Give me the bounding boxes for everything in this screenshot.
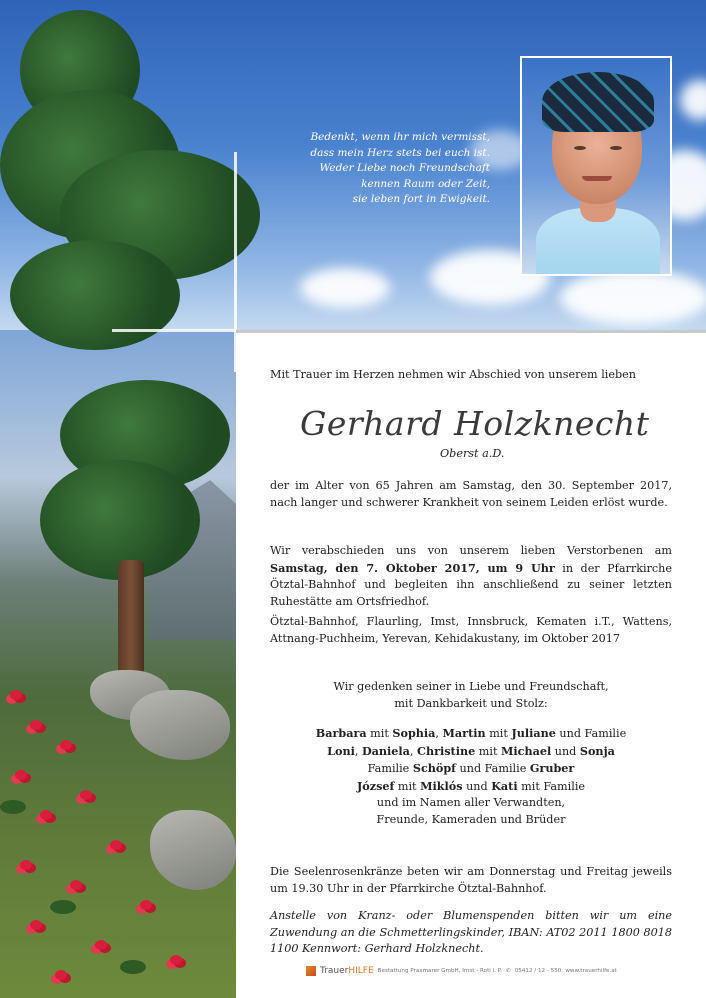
flower [55,970,67,980]
mourner-joiner: und Familie [555,727,627,740]
footer-phone: 05412 / 12 - 550 [514,968,562,974]
intro-text: Mit Trauer im Herzen nehmen wir Abschied von unserem lieben [270,368,636,381]
trauerhilfe-logo-icon [306,966,316,976]
mourner-name: Loni [327,743,355,758]
funeral-text: in der Pfarrkirche Ötztal-Bahnhof und begleiten ihn anschließend zu seiner letzten Ruhestätte am Ortsfriedhof. [270,561,672,608]
flower [140,900,152,910]
mourner-name: József [356,778,395,793]
flower [80,790,92,800]
mourner-joiner: mit [475,744,501,758]
mourners-line: Freunde, Kameraden und Brüder [376,812,566,826]
portrait-eye [574,146,586,150]
rosary-paragraph: Die Seelenrosenkränze beten wir am Donnerstag und Freitag jeweils um 19.30 Uhr in der Pfarrkirche Ötztal-Bahnhof. [270,865,672,895]
donation-paragraph: Anstelle von Kranz- oder Blumenspenden bitten wir um eine Zuwendung an die Schmetterlingskinder, IBAN: AT02 2011 1800 8018 1100 Kennwort: Gerhard Holzknecht. [270,909,672,955]
deceased-name: Gerhard Holzknecht [300,404,650,443]
mourner-name: Martin [442,726,486,740]
death-paragraph: der im Alter von 65 Jahren am Samstag, den 30. September 2017, nach langer und schwerer Krankheit von seinem Leiden erlöst wurde. [270,479,672,509]
flower [70,880,82,890]
remembrance [270,679,672,712]
logo-part: HILFE [348,966,374,976]
flower [110,840,122,850]
logo-part: Trauer [320,966,349,976]
flower [40,810,52,820]
mourner-joiner: , [409,744,418,758]
mourner-name: Gruber [529,761,575,775]
cloud [300,268,390,308]
mourners-list [270,725,672,828]
poem-line: Weder Liebe noch Freundschaft [319,162,490,174]
mourner-name: Barbara [315,726,367,740]
poem-line: dass mein Herz stets bei euch ist. [310,146,490,159]
mourner-joiner: mit [366,727,393,740]
flower [15,770,27,780]
mourner-name: Kati [491,778,518,793]
remembrance-line: Wir gedenken seiner in Liebe und Freundschaft, [333,680,609,693]
phone-icon: ✆ [506,968,511,974]
deceased-title: Oberst a.D. [440,447,505,460]
mourners-line [270,725,672,743]
leaf [50,900,76,914]
tree-trunk [118,560,144,680]
leaf [0,800,26,814]
portrait-bandana [542,72,654,132]
footer-company: Bestattung Praxmarer GmbH, Imst - Roti i. P. [377,968,503,974]
flower [30,720,42,730]
mourner-joiner: und [462,779,492,793]
funeral-text: Wir verabschieden uns von unserem lieben Verstorbenen am [270,544,672,557]
mourners-line [270,760,672,778]
flower [20,860,32,870]
mourner-joiner: und [551,744,580,758]
poem-line: sie leben fort in Ewigkeit. [352,193,490,205]
flower [95,940,107,950]
mourner-name: Schöpf [412,761,456,775]
mourners-line: und im Namen aller Verwandten, [376,796,566,809]
cloud [560,270,706,325]
flower [60,740,72,750]
flower [170,955,182,965]
mourner-name: Michael [501,743,552,758]
portrait-mouth [582,176,612,181]
mourner-name: Miklós [420,778,463,793]
mourner-joiner: und Familie [456,762,530,775]
panel-divider [236,330,706,333]
mourner-joiner: Familie [367,762,413,775]
remembrance-line: mit Dankbarkeit und Stolz: [394,696,548,710]
mourner-name: Daniela [361,743,410,758]
poem-line: kennen Raum oder Zeit, [361,177,490,190]
mourners-line [270,743,672,761]
trauerhilfe-logo [320,966,374,976]
funeral-date: Samstag, den 7. Oktober 2017, um 9 Uhr [270,560,555,575]
flower [10,690,22,700]
cloud [680,80,706,120]
leaf [120,960,146,974]
footer [306,966,617,976]
cross-horizontal-line [112,329,236,332]
portrait-photo [520,56,672,276]
places-paragraph: Ötztal-Bahnhof, Flaurling, Imst, Innsbruck, Kematen i.T., Wattens, Attnang-Puchheim, Yerevan, Kehidakustany, im Oktober 2017 [270,615,672,645]
mourner-name: Christine [417,743,476,758]
footer-website[interactable]: www.trauerhilfe.at [565,968,617,974]
mourner-name: Juliane [511,726,556,740]
funeral-paragraph [270,543,672,610]
mourners-line [270,778,672,796]
mourner-joiner: , [435,727,443,740]
flower [30,920,42,930]
mourner-name: Sophia [392,726,436,740]
mourner-joiner: mit [485,727,512,740]
memorial-poem [270,130,490,208]
portrait-eye [610,146,622,150]
mourner-joiner: , [354,744,362,758]
mourner-joiner: mit Familie [517,779,586,793]
poem-line: Bedenkt, wenn ihr mich vermisst, [310,131,490,143]
mourner-joiner: mit [394,779,421,793]
tree-canopy [10,240,180,350]
mourner-name: Sonja [579,743,615,758]
